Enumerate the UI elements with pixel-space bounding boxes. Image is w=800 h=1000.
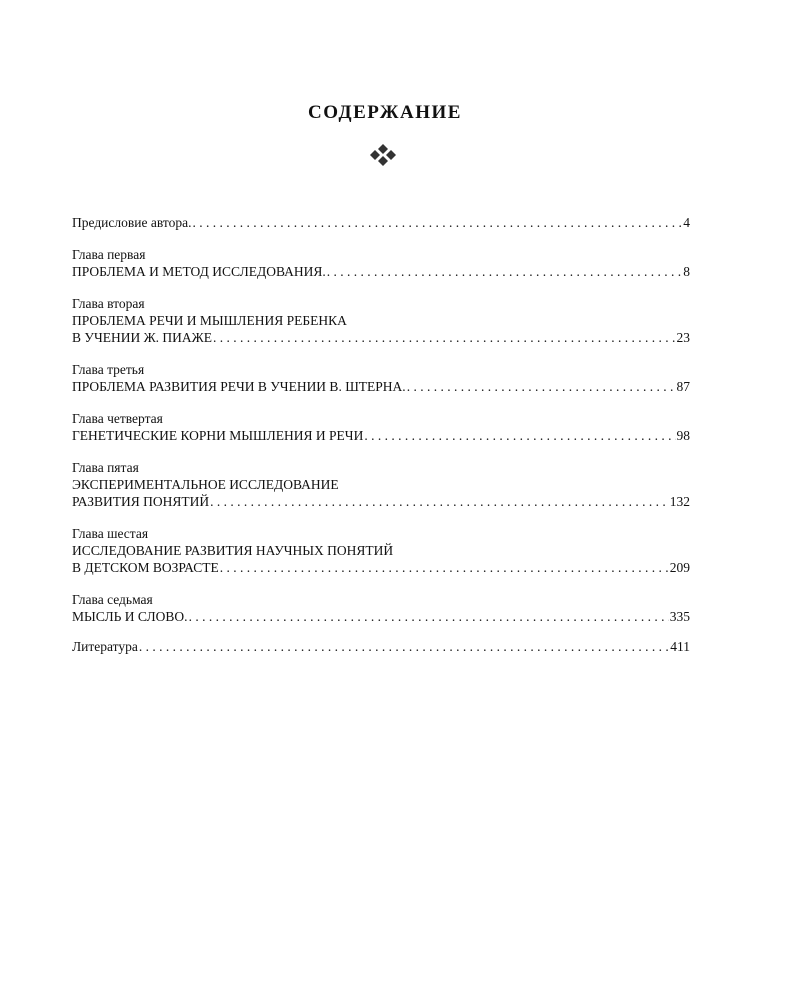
dot-leader: [407, 378, 676, 395]
entry-title: В УЧЕНИИ Ж. ПИАЖЕ: [72, 330, 213, 345]
toc-entry-chapter-4: [72, 410, 690, 444]
dot-leader: [192, 214, 682, 231]
chapter-label: Глава вторая: [72, 296, 145, 311]
dot-leader: [139, 638, 669, 655]
dot-leader: [210, 493, 669, 510]
entry-title: Предисловие автора.: [72, 215, 192, 230]
dot-leader: [213, 329, 675, 346]
page-number: 23: [676, 330, 690, 345]
entry-title: ПРОБЛЕМА И МЕТОД ИССЛЕДОВАНИЯ.: [72, 264, 326, 279]
chapter-label: Глава шестая: [72, 526, 149, 541]
toc-line: [72, 608, 690, 625]
chapter-label: Глава четвертая: [72, 411, 163, 426]
table-of-contents: [72, 214, 690, 655]
chapter-label: Глава третья: [72, 362, 145, 377]
entry-title: ГЕНЕТИЧЕСКИЕ КОРНИ МЫШЛЕНИЯ И РЕЧИ: [72, 428, 364, 443]
page-number: 8: [683, 264, 690, 279]
page-number: 4: [683, 215, 690, 230]
toc-line: [72, 427, 690, 444]
dot-leader: [327, 263, 682, 280]
entry-title-line: ПРОБЛЕМА РЕЧИ И МЫШЛЕНИЯ РЕБЕНКА: [72, 313, 347, 328]
toc-line: [72, 493, 690, 510]
chapter-label: Глава первая: [72, 247, 146, 262]
entry-title-line: ЭКСПЕРИМЕНТАЛЬНОЕ ИССЛЕДОВАНИЕ: [72, 477, 339, 492]
entry-title-line: ИССЛЕДОВАНИЕ РАЗВИТИЯ НАУЧНЫХ ПОНЯТИЙ: [72, 543, 394, 558]
toc-entry-chapter-5: [72, 459, 690, 510]
toc-line: [72, 559, 690, 576]
toc-entry-chapter-1: [72, 246, 690, 280]
toc-entry-chapter-2: [72, 295, 690, 346]
page-number: 87: [676, 379, 690, 394]
toc-entry-preface: [72, 214, 690, 231]
dot-leader: [189, 608, 669, 625]
toc-entry-chapter-7: [72, 591, 690, 625]
entry-title: Литература: [72, 639, 138, 654]
entry-title: МЫСЛЬ И СЛОВО.: [72, 609, 188, 624]
page-number: 209: [669, 560, 690, 575]
toc-entry-chapter-3: [72, 361, 690, 395]
page-number: 98: [676, 428, 690, 443]
toc-line: [72, 378, 690, 395]
toc-entry-chapter-6: [72, 525, 690, 576]
toc-line: [72, 214, 690, 231]
page-title: СОДЕРЖАНИЕ: [308, 102, 462, 123]
entry-title: В ДЕТСКОМ ВОЗРАСТЕ: [72, 560, 219, 575]
page-number: 335: [669, 609, 690, 624]
entry-title: РАЗВИТИЯ ПОНЯТИЙ: [72, 494, 210, 509]
dot-leader: [364, 427, 675, 444]
toc-line: [72, 638, 690, 655]
dot-leader: [220, 559, 669, 576]
chapter-label: Глава пятая: [72, 460, 139, 475]
chapter-label: Глава седьмая: [72, 592, 153, 607]
page-number: 411: [670, 639, 690, 654]
toc-line: [72, 329, 690, 346]
toc-entry-literature: [72, 638, 690, 655]
page-number: 132: [669, 494, 690, 509]
four-diamond-ornament-icon: [368, 143, 398, 167]
entry-title: ПРОБЛЕМА РАЗВИТИЯ РЕЧИ В УЧЕНИИ В. ШТЕРНА.: [72, 379, 406, 394]
toc-line: [72, 263, 690, 280]
